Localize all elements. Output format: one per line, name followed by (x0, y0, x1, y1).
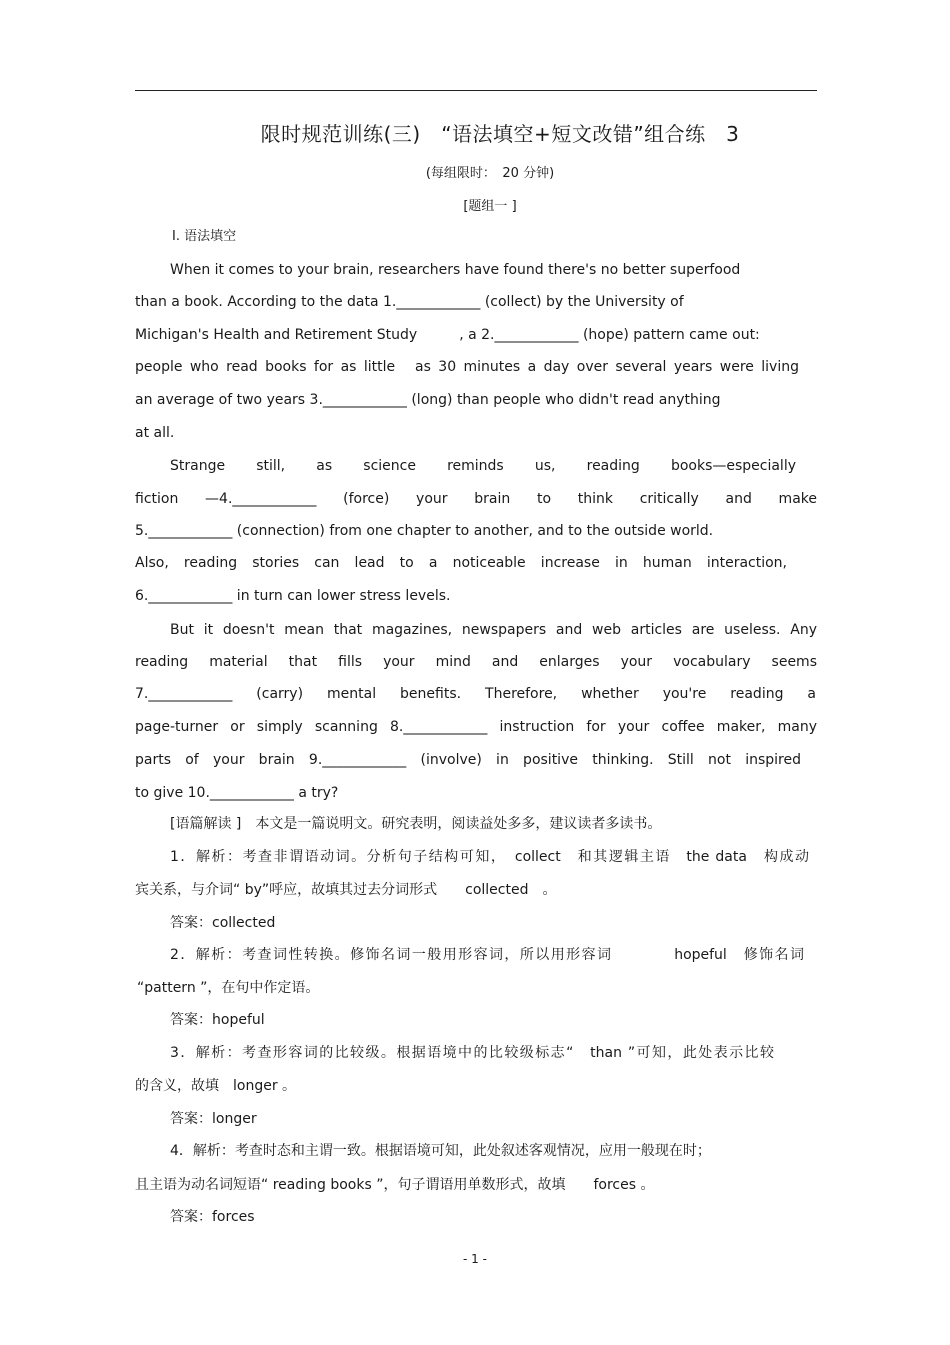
group-label: [题组一 ] (463, 199, 517, 214)
time-limit: (每组限时： 20 分钟) (425, 166, 555, 181)
analysis-line: 3．解析：考查形容词的比较级。根据语境中的比较级标志“ than ”可知，此处表示比较 (170, 1045, 774, 1061)
passage-line: Michigan's Health and Retirement Study , a 2.____________ (hope) pattern came out: (135, 327, 760, 343)
passage-line: 6.____________ in turn can lower stress levels. (135, 588, 451, 604)
analysis-line: “pattern ”，在句中作定语。 (137, 980, 320, 996)
passage-line: parts of your brain 9.____________ (involve) in positive thinking. Still not inspired (135, 752, 801, 768)
header-rule (135, 90, 817, 91)
passage-line: fiction —4.____________ (force) your brain to think critically and make (135, 491, 817, 507)
analysis-line: 的含义，故填 longer 。 (135, 1078, 297, 1094)
page-number: - 1 - (463, 1252, 487, 1266)
passage-line: 7.____________ (carry) mental benefits. Therefore, whether you're reading a (135, 686, 816, 702)
passage-line: an average of two years 3.____________ (long) than people who didn't read anything (135, 392, 721, 408)
answer-line: 答案：collected (170, 915, 276, 931)
passage-line: to give 10.____________ a try? (135, 785, 339, 801)
passage-line: When it comes to your brain, researchers have found there's no better superfood (170, 262, 741, 278)
analysis-line: 且主语为动名词短语“ reading books ”，句子谓语用单数形式，故填 forces 。 (135, 1177, 655, 1193)
section-heading: Ⅰ. 语法填空 (172, 229, 237, 244)
passage-line: people who read books for as little as 30 minutes a day over several years were living (135, 359, 799, 375)
answer-line: 答案：longer (170, 1111, 257, 1127)
analysis-line: 1．解析：考查非谓语动词。分析句子结构可知， collect 和其逻辑主语 the data 构成动 (170, 849, 809, 865)
passage-line: Also, reading stories can lead to a noticeable increase in human interaction, (135, 555, 787, 571)
page-title: 限时规范训练(三) “语法填空+短文改错”组合练 3 (260, 122, 740, 146)
passage-line: But it doesn't mean that magazines, newspapers and web articles are useless. Any (170, 622, 817, 638)
passage-line: page-turner or simply scanning 8.____________ instruction for your coffee maker, many (135, 719, 817, 735)
answer-line: 答案：forces (170, 1209, 255, 1225)
analysis-line: 宾关系，与介词“ by”呼应，故填其过去分词形式 collected 。 (135, 882, 557, 898)
passage-line: than a book. According to the data 1.____________ (collect) by the University of (135, 294, 684, 310)
analysis-line: 2．解析：考查词性转换。修饰名词一般用形容词，所以用形容词 hopeful 修饰名词 (170, 947, 804, 963)
passage-line: at all. (135, 425, 175, 441)
passage-line: 5.____________ (connection) from one chapter to another, and to the outside world. (135, 523, 714, 539)
passage-line: Strange still, as science reminds us, reading books—especially (170, 458, 796, 474)
passage-line: reading material that fills your mind and enlarges your vocabulary seems (135, 654, 817, 670)
analysis-line: 4．解析：考查时态和主谓一致。根据语境可知，此处叙述客观情况，应用一般现在时； (170, 1143, 711, 1159)
analysis-line: [语篇解读 ] 本文是一篇说明文。研究表明，阅读益处多多，建议读者多读书。 (170, 816, 662, 832)
answer-line: 答案：hopeful (170, 1012, 265, 1028)
